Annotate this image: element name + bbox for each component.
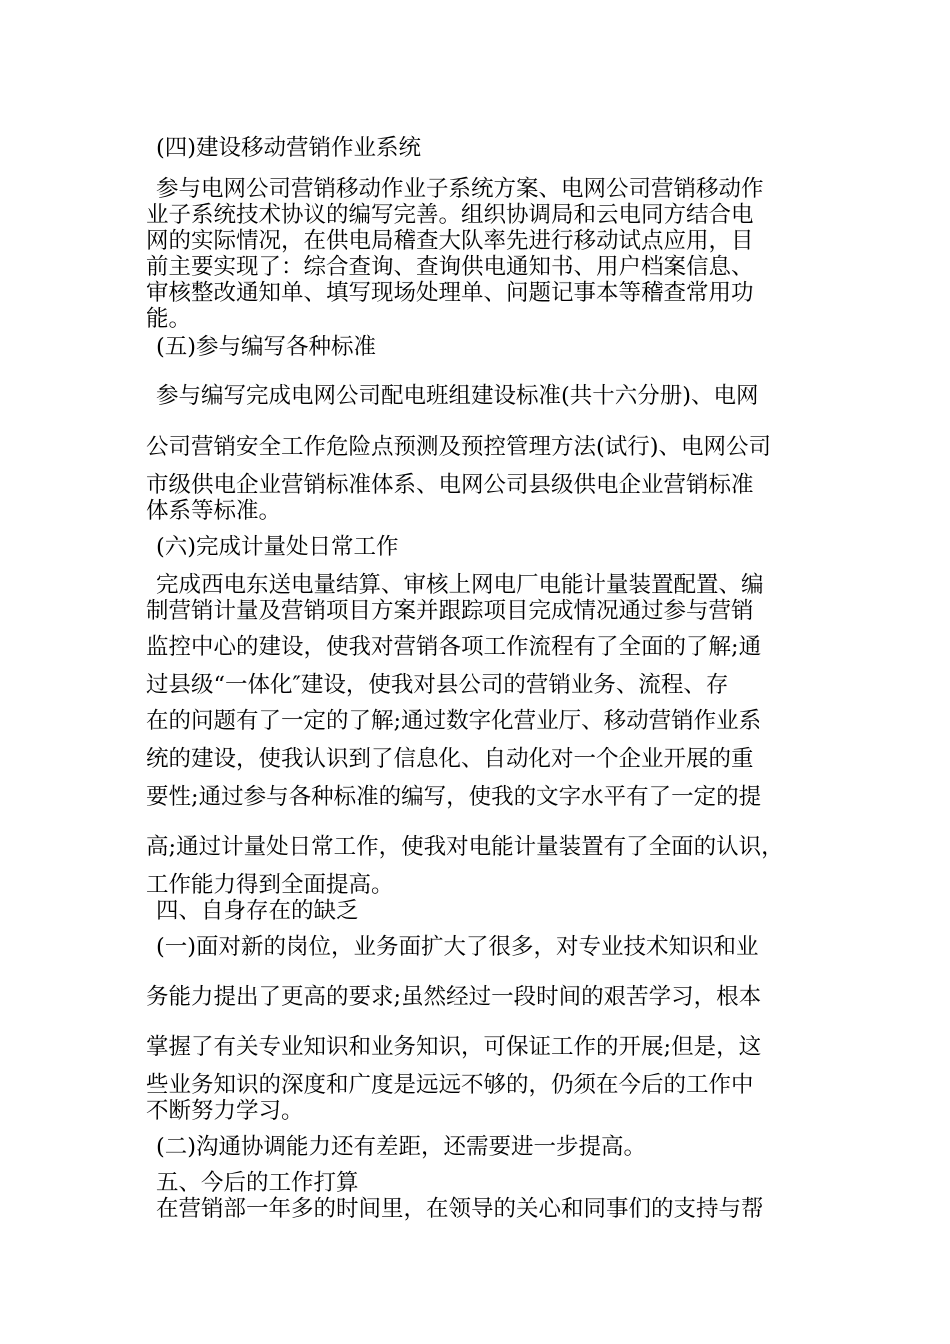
section-heading: (五)参与编写各种标准 (156, 334, 377, 360)
section-heading: (四)建设移动营销作业系统 (156, 135, 422, 161)
paragraph-line: 工作能力得到全面提高。 (146, 872, 394, 898)
paragraph-line: 监控中心的建设，使我对营销各项工作流程有了全面的了解;通 (146, 634, 762, 660)
paragraph-line: 务能力提出了更高的要求;虽然经过一段时间的艰苦学习，根本 (146, 984, 762, 1010)
paragraph-line: 市级供电企业营销标准体系、电网公司县级供电企业营销标准 (146, 472, 754, 498)
paragraph-line: 制营销计量及营销项目方案并跟踪项目完成情况通过参与营销 (146, 598, 754, 624)
paragraph-line: 在营销部一年多的时间里，在领导的关心和同事们的支持与帮 (156, 1196, 764, 1222)
paragraph-line: 掌握了有关专业知识和业务知识，可保证工作的开展;但是，这 (146, 1034, 762, 1060)
paragraph-line: (一)面对新的岗位，业务面扩大了很多，对专业技术知识和业 (156, 934, 759, 960)
paragraph-line: 公司营销安全工作危险点预测及预控管理方法(试行)、电网公司 (146, 434, 772, 460)
section-heading: (六)完成计量处日常工作 (156, 534, 399, 560)
paragraph-line: 能。 (146, 306, 192, 332)
paragraph-line: 高;通过计量处日常工作，使我对电能计量装置有了全面的认识， (146, 834, 784, 860)
chapter-heading: 四、自身存在的缺乏 (156, 898, 359, 924)
chapter-heading: 五、今后的工作打算 (156, 1170, 359, 1196)
paragraph-line: 完成西电东送电量结算、审核上网电厂电能计量装置配置、编 (156, 572, 764, 598)
paragraph-line: 统的建设，使我认识到了信息化、自动化对一个企业开展的重 (146, 746, 754, 772)
paragraph-line: 些业务知识的深度和广度是远远不够的，仍须在今后的工作中 (146, 1072, 754, 1098)
paragraph-line: 参与编写完成电网公司配电班组建设标准(共十六分册)、电网 (156, 383, 759, 409)
paragraph-line: 要性;通过参与各种标准的编写，使我的文字水平有了一定的提 (146, 784, 762, 810)
paragraph-line: 业子系统技术协议的编写完善。组织协调局和云电同方结合电 (146, 202, 754, 228)
paragraph-line: 网的实际情况，在供电局稽查大队率先进行移动试点应用，目 (146, 228, 754, 254)
paragraph-line: 过县级“一体化″建设，使我对县公司的营销业务、流程、存 (146, 672, 729, 698)
paragraph-line: 体系等标准。 (146, 498, 282, 524)
paragraph-line: 前主要实现了：综合查询、查询供电通知书、用户档案信息、 (146, 254, 754, 280)
paragraph-line: 审核整改通知单、填写现场处理单、问题记事本等稽查常用功 (146, 280, 754, 306)
paragraph-line: 参与电网公司营销移动作业子系统方案、电网公司营销移动作 (156, 176, 764, 202)
paragraph-line: (二)沟通协调能力还有差距，还需要进一步提高。 (156, 1134, 647, 1160)
paragraph-line: 不断努力学习。 (146, 1098, 304, 1124)
paragraph-line: 在的问题有了一定的了解;通过数字化营业厅、移动营销作业系 (146, 708, 762, 734)
